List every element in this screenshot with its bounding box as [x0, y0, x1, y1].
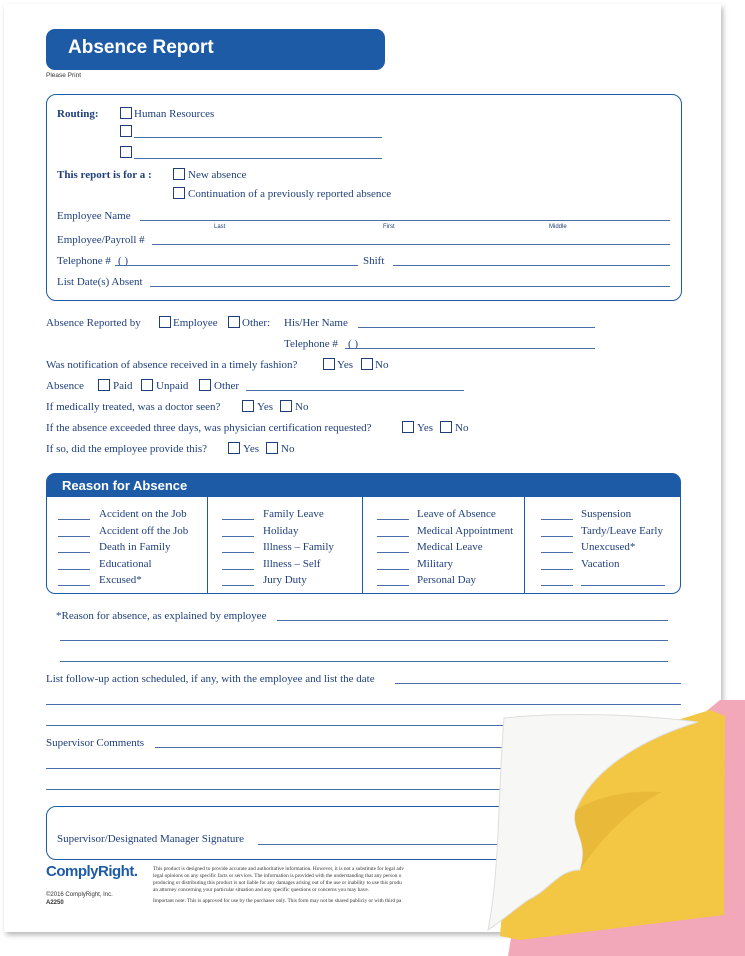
- provided-yes-checkbox[interactable]: [228, 442, 240, 454]
- three-days-no-label: No: [455, 422, 469, 434]
- dates-absent-label: List Date(s) Absent: [57, 276, 143, 288]
- absence-type-label: Absence: [46, 380, 84, 392]
- middle-name-caption: Middle: [549, 224, 567, 230]
- payroll-field[interactable]: [152, 244, 670, 245]
- reason-blank[interactable]: [541, 552, 573, 553]
- reason-divider-1: [207, 497, 208, 593]
- page-title: Absence Report: [68, 37, 214, 58]
- payroll-label: Employee/Payroll #: [57, 234, 145, 246]
- reported-other-checkbox[interactable]: [228, 316, 240, 328]
- timely-yes-checkbox[interactable]: [323, 358, 335, 370]
- report-for-label: This report is for a :: [57, 169, 152, 181]
- reason-option: Holiday: [263, 524, 299, 537]
- reason-option: Accident on the Job: [99, 508, 187, 520]
- carbonless-copies-graphic: [480, 700, 745, 956]
- fine-print-4: an attorney concerning your particular situation and any specific questions or concerns you may have.: [153, 887, 370, 893]
- reason-blank[interactable]: [377, 585, 409, 586]
- complyright-logo: ComplyRight.: [46, 863, 138, 880]
- fine-print-5: Important note: This is approved for use by the purchaser only. This form may not be shared publicly or with third pa: [153, 898, 402, 904]
- routing-label: Routing:: [57, 108, 99, 120]
- three-days-question: If the absence exceeded three days, was physician certification requested?: [46, 422, 372, 434]
- timely-no-label: No: [375, 359, 389, 371]
- doctor-yes-checkbox[interactable]: [242, 400, 254, 412]
- reported-other-label: Other:: [242, 317, 271, 329]
- reason-option: Jury Duty: [263, 574, 307, 586]
- reason-blank[interactable]: [377, 536, 409, 537]
- fine-print-2: legal opinions on any specific facts or services. The information is provided with the understanding that any person o: [153, 873, 402, 879]
- supervisor-comments-label: Supervisor Comments: [46, 737, 145, 749]
- please-print-note: Please Print: [46, 72, 82, 79]
- reason-option: Suspension: [581, 508, 632, 520]
- reported-by-label: Absence Reported by: [46, 317, 141, 329]
- reason-blank[interactable]: [541, 536, 573, 537]
- doctor-question: If medically treated, was a doctor seen?: [46, 401, 221, 413]
- other-type-checkbox[interactable]: [199, 379, 211, 391]
- continuation-label: Continuation of a previously reported absence: [188, 188, 392, 200]
- reason-option: Personal Day: [417, 574, 476, 586]
- reason-option: Leave of Absence: [417, 508, 496, 520]
- provided-no-label: No: [281, 443, 295, 455]
- reason-option: Accident off the Job: [99, 524, 189, 537]
- reason-option: Military: [417, 557, 454, 570]
- reason-blank[interactable]: [58, 552, 90, 553]
- reason-option: Family Leave: [263, 508, 324, 520]
- provided-question: If so, did the employee provide this?: [46, 443, 207, 455]
- provided-yes-label: Yes: [243, 443, 260, 455]
- reason-blank[interactable]: [58, 536, 90, 537]
- new-absence-label: New absence: [188, 169, 247, 181]
- reason-blank[interactable]: [377, 519, 409, 520]
- reason-option: Tardy/Leave Early: [581, 524, 663, 537]
- reported-employee-checkbox[interactable]: [159, 316, 171, 328]
- fine-print-3: producing or distributing this product is not liable for any damages arising out of the use or inability to use this produ: [153, 880, 402, 886]
- routing-line-3[interactable]: [134, 158, 382, 159]
- reported-employee-label: Employee: [173, 317, 218, 329]
- reason-divider-2: [362, 497, 363, 593]
- first-name-caption: First: [383, 224, 395, 230]
- three-days-yes-label: Yes: [417, 422, 434, 434]
- reason-blank[interactable]: [541, 569, 573, 570]
- routing-checkbox-2[interactable]: [120, 125, 132, 137]
- his-her-name-field[interactable]: [358, 327, 595, 328]
- paid-checkbox[interactable]: [98, 379, 110, 391]
- copyright-text: ©2016 ComplyRight, Inc.: [46, 892, 113, 898]
- shift-label: Shift: [363, 255, 385, 267]
- continuation-checkbox[interactable]: [173, 187, 185, 199]
- reason-other-field[interactable]: [581, 585, 665, 586]
- telephone-field[interactable]: [115, 265, 358, 266]
- reason-option: Medical Leave: [417, 541, 483, 553]
- reason-blank[interactable]: [377, 569, 409, 570]
- paid-label: Paid: [113, 380, 133, 392]
- signature-label: Supervisor/Designated Manager Signature: [57, 833, 244, 845]
- reason-blank[interactable]: [541, 519, 573, 520]
- explained-label: *Reason for absence, as explained by employee: [56, 610, 267, 622]
- reason-blank[interactable]: [222, 585, 254, 586]
- fine-print-1: This product is designed to provide accurate and authoritative information. However, it is not a substitute for legal adv: [153, 866, 405, 872]
- three-days-yes-checkbox[interactable]: [402, 421, 414, 433]
- reporter-telephone-field[interactable]: [345, 348, 595, 349]
- reason-option: Educational: [99, 557, 152, 570]
- other-type-label: Other: [214, 380, 240, 392]
- reason-blank[interactable]: [58, 585, 90, 586]
- explained-line-1[interactable]: [277, 620, 668, 621]
- title-bar: [46, 29, 385, 70]
- timely-yes-label: Yes: [337, 359, 354, 371]
- reason-option: Death in Family: [99, 541, 171, 553]
- employee-name-label: Employee Name: [57, 210, 131, 222]
- reason-blank[interactable]: [541, 585, 573, 586]
- reason-blank[interactable]: [58, 519, 90, 520]
- reason-blank[interactable]: [222, 519, 254, 520]
- timely-question: Was notification of absence received in a timely fashion?: [46, 359, 298, 371]
- telephone-parens: ( ): [118, 255, 129, 267]
- reason-blank[interactable]: [222, 569, 254, 570]
- employee-name-field[interactable]: [140, 220, 670, 221]
- routing-line-2[interactable]: [134, 137, 382, 138]
- three-days-no-checkbox[interactable]: [440, 421, 452, 433]
- followup-label: List follow-up action scheduled, if any, with the employee and list the date: [46, 673, 375, 685]
- reason-blank[interactable]: [377, 552, 409, 553]
- his-her-name-label: His/Her Name: [284, 317, 348, 329]
- reason-option: Vacation: [581, 557, 620, 570]
- explained-line-2[interactable]: [60, 640, 668, 641]
- unpaid-checkbox[interactable]: [141, 379, 153, 391]
- provided-no-checkbox[interactable]: [266, 442, 278, 454]
- routing-hr-label: Human Resources: [134, 108, 215, 120]
- reason-option: Illness – Family: [263, 541, 334, 553]
- reason-option: Unexcused*: [581, 541, 636, 553]
- reason-divider-3: [524, 497, 525, 593]
- dates-absent-field[interactable]: [150, 286, 670, 287]
- reason-header: [46, 473, 681, 497]
- reason-option: Excused*: [99, 574, 142, 586]
- other-type-field[interactable]: [246, 390, 464, 391]
- reason-option: Medical Appointment: [417, 524, 514, 537]
- last-name-caption: Last: [214, 224, 226, 230]
- new-absence-checkbox[interactable]: [173, 168, 185, 180]
- reason-title: Reason for Absence: [62, 478, 188, 493]
- reason-blank[interactable]: [222, 536, 254, 537]
- doctor-no-label: No: [295, 401, 309, 413]
- telephone-label: Telephone #: [57, 255, 111, 267]
- routing-checkbox-3[interactable]: [120, 146, 132, 158]
- doctor-no-checkbox[interactable]: [280, 400, 292, 412]
- reason-blank[interactable]: [58, 569, 90, 570]
- reporter-telephone-label: Telephone #: [284, 338, 338, 350]
- unpaid-label: Unpaid: [156, 380, 189, 392]
- followup-line-1[interactable]: [395, 683, 681, 684]
- form-code: A2250: [46, 900, 64, 906]
- reason-option: Illness – Self: [263, 557, 321, 570]
- timely-no-checkbox[interactable]: [361, 358, 373, 370]
- reporter-telephone-parens: ( ): [348, 338, 359, 350]
- shift-field[interactable]: [393, 265, 670, 266]
- explained-line-3[interactable]: [60, 661, 668, 662]
- doctor-yes-label: Yes: [257, 401, 274, 413]
- routing-hr-checkbox[interactable]: [120, 107, 132, 119]
- reason-blank[interactable]: [222, 552, 254, 553]
